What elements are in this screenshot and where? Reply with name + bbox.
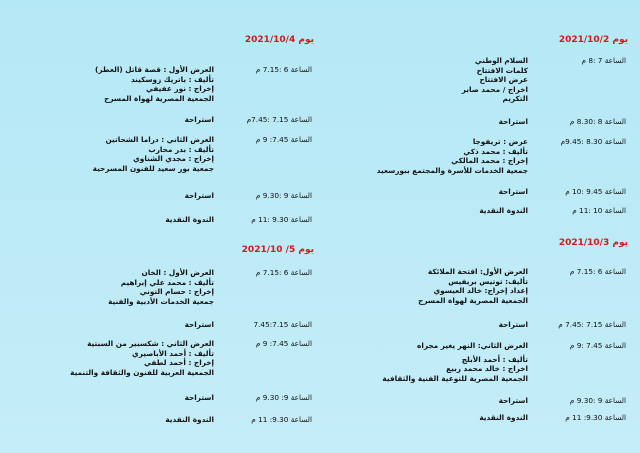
slot-time: الساعة 8 :8.30 م (569, 117, 626, 126)
slot-line: إخراج : حسام التوني (139, 287, 214, 296)
slot-details (24, 215, 214, 225)
slot-details (24, 393, 214, 403)
schedule-column-right (326, 0, 626, 453)
slot-details (24, 135, 214, 173)
slot-line: استراحة (184, 320, 214, 329)
slot-line: استراحة (498, 187, 528, 196)
slot-time: الساعة 7.45:7.15 (253, 320, 312, 329)
slot-line: العرض الثاني : شكسبير من السبتية (87, 339, 214, 348)
slot-line: العرض الأول : الخان (141, 268, 214, 277)
slot-line: الجمعية المصرية للتوعية الفنية والثقافية (382, 373, 528, 383)
slot-line: استراحة (498, 320, 528, 329)
slot-time: الساعة 6 :7.15 م (255, 268, 312, 277)
slot-time: الساعة 9 :9.30 م (255, 191, 312, 200)
slot-time: الساعة 7.45 :9 م (569, 341, 626, 350)
slot-details (338, 267, 528, 305)
slot-line: عرض الافتتاح (479, 75, 528, 84)
slot-time: الساعة 7.45: 9 م (255, 339, 312, 348)
slot-details (338, 137, 528, 175)
schedule-column-left (12, 0, 312, 453)
slot-time: الساعة 9.30: 11 م (251, 415, 312, 424)
slot-line: استراحة (184, 393, 214, 402)
slot-line: جمعية بور سعيد للفنون المسرحية (92, 163, 214, 173)
slot-line: عرض : تريفوجا (472, 137, 528, 146)
slot-line: استراحة (184, 191, 214, 200)
slot-details (24, 65, 214, 103)
slot-line: كلمات الافتتاح (476, 65, 528, 75)
slot-details (24, 191, 214, 201)
slot-details (338, 396, 528, 406)
slot-line: الندوة النقدية (479, 413, 528, 422)
slot-line: الندوة النقدية (479, 206, 528, 215)
slot-line: استراحة (498, 396, 528, 405)
slot-line: الندوة النقدية (165, 215, 214, 224)
slot-details (338, 341, 528, 383)
slot-line: التكريم (502, 94, 528, 103)
slot-line: استراحة (498, 117, 528, 126)
slot-time: الساعة 7.15 :7.45 م (558, 320, 626, 329)
slot-line: استراحة (184, 115, 214, 124)
slot-time: الساعة 7.45: 9 م (255, 135, 312, 144)
slot-line: تأليف : أحمد الأباصيري (132, 348, 214, 358)
slot-line: تأليف : بدر محارب (148, 144, 214, 154)
slot-line: تأليف : محمد ذكي (463, 146, 528, 156)
slot-line: الجمعية العربية للفنون والثقافة والتنمية (70, 367, 214, 377)
day-title: يوم 5/ 2021/10 (241, 245, 314, 255)
slot-line: إعداد إخراج: خالد العيسوي (433, 286, 528, 295)
slot-line: العرض الأول: اقتحة الملائكة (427, 267, 528, 276)
slot-time: الساعة 9: 9.30 م (255, 393, 312, 402)
slot-time: الساعة 7 :8 م (581, 56, 626, 65)
slot-details (338, 56, 528, 104)
slot-line: تأليف : أحمد الأبلج (461, 354, 528, 364)
slot-line: جمعية الخدمات الأدبية والفنية (108, 296, 214, 306)
slot-line: الندوة النقدية (165, 415, 214, 424)
slot-details (338, 320, 528, 330)
slot-line: العرض الأول : قصة قاتل (العطر) (95, 65, 214, 74)
slot-line: العرض الثاني: النهر يغير مجراه (417, 341, 528, 350)
slot-details (24, 339, 214, 377)
slot-time: الساعة 9.45 :10 م (565, 187, 626, 196)
slot-time: الساعة 10 :11 م (572, 206, 626, 215)
slot-line: الجمعية المصرية لهواة المسرح (418, 295, 528, 305)
slot-line: تأليف: توتيس بريفيس (448, 276, 528, 286)
day-title: يوم 2021/10/4 (244, 35, 314, 45)
slot-details (24, 415, 214, 425)
slot-line: تأليف : باتريك زوسكيند (130, 74, 214, 84)
day-title: يوم 2021/10/3 (558, 238, 628, 248)
slot-details (24, 320, 214, 330)
slot-details (24, 268, 214, 306)
slot-details (338, 117, 528, 127)
slot-time: الساعة 9.30: 11 م (565, 413, 626, 422)
slot-details (24, 115, 214, 125)
slot-line: السلام الوطني (474, 56, 528, 65)
slot-details (338, 413, 528, 423)
slot-time: الساعة 6 :7.15 م (569, 267, 626, 276)
slot-line: إخراج : أحمد لطفي (144, 358, 214, 367)
slot-line: اخراج : خالد محمد ربيع (446, 364, 528, 373)
slot-line: تأليف : محمد علي إبراهيم (120, 277, 214, 287)
slot-line: إخراج : نور عفيفي (146, 84, 214, 93)
slot-line: اخراج / محمد صابر (461, 84, 528, 94)
slot-line: العرض الثاني : دراما الشحاتين (105, 135, 214, 144)
slot-details (338, 187, 528, 197)
slot-time: الساعة 7.15 :7.45م (246, 115, 312, 124)
day-title: يوم 2021/10/2 (558, 35, 628, 45)
slot-details (338, 206, 528, 216)
slot-line: إخراج : محمد المالكي (451, 156, 528, 165)
slot-time: الساعة 6 :7.15 م (255, 65, 312, 74)
slot-time: الساعة 9.30 :11 م (251, 215, 312, 224)
slot-time: الساعة 8.30 :9.45م (560, 137, 626, 146)
slot-time: الساعة 9 :9.30 م (569, 396, 626, 405)
slot-line: الجمعية المصرية لهواة المسرح (104, 93, 214, 103)
slot-line: جمعية الخدمات للأسرة والمجتمع ببورسعيد (376, 165, 528, 175)
slot-line: إخراج : مجدي الشناوي (133, 154, 214, 163)
